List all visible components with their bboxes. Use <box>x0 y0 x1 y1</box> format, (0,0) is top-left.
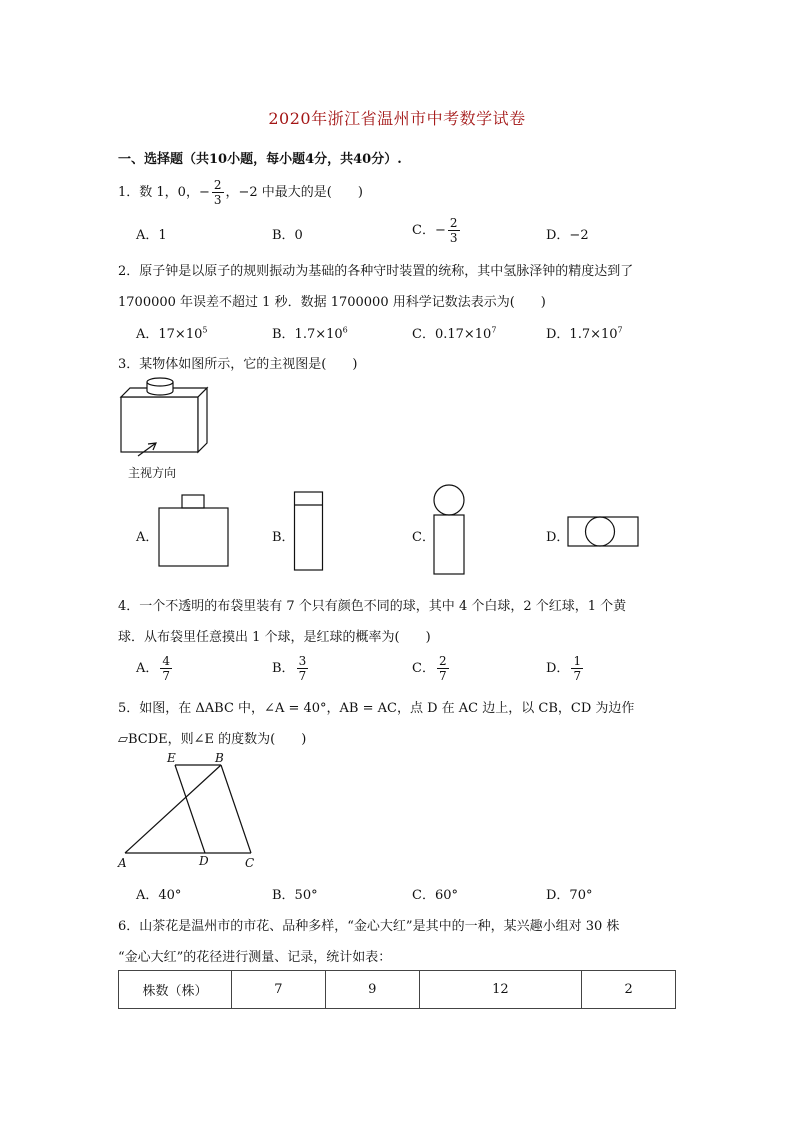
q5-segment-bc <box>221 765 251 853</box>
q3-option-c-figure[interactable] <box>431 484 467 576</box>
q1-frac-den: 3 <box>213 193 222 207</box>
q3-cylinder-top <box>147 378 173 386</box>
q4-option-d-num: 1 <box>573 654 582 668</box>
q6-table-cell: 9 <box>325 971 419 1009</box>
q4-option-b[interactable] <box>272 654 310 683</box>
q5-label-c: C <box>245 856 255 870</box>
q5-segment-ab <box>125 765 221 853</box>
q4-option-c-label: C． <box>412 661 435 676</box>
q4-option-a[interactable] <box>136 654 174 683</box>
q4-stem-line2: 球．从布袋里任意摸出 1 个球，是红球的概率为( ) <box>118 630 431 645</box>
q5-option-d[interactable]: D．70° <box>546 888 593 903</box>
q6-table-cell: 7 <box>232 971 326 1009</box>
q4-option-b-num: 3 <box>298 654 307 668</box>
q3-b-body-rect <box>295 492 323 570</box>
q5-stem-line1: 5．如图，在 ΔABC 中，∠A = 40°，AB = AC，点 D 在 AC 边上，以 CB，CD 为边作 <box>118 701 635 716</box>
q5-option-c[interactable]: C．60° <box>412 888 458 903</box>
q4-option-c-den: 7 <box>438 669 447 683</box>
q4-option-b-label: B． <box>272 661 295 676</box>
q2-option-c-exp: 7 <box>491 325 497 335</box>
q4-option-d-label: D． <box>546 661 570 676</box>
section-heading: 一、选择题（共10小题，每小题4分，共40分）. <box>118 152 402 167</box>
q2-option-d-exp: 7 <box>617 325 623 335</box>
q6-table-cell: 12 <box>419 971 582 1009</box>
q2-option-b-exp: 6 <box>342 325 348 335</box>
q2-option-c-base: C．0.17×10 <box>412 327 492 342</box>
q5-option-b[interactable]: B．50° <box>272 888 318 903</box>
q3-d-body-rect <box>568 517 638 546</box>
q4-option-a-num: 4 <box>162 654 171 668</box>
q4-option-c-num: 2 <box>438 654 447 668</box>
q5-label-b: B <box>215 752 224 765</box>
q4-option-c[interactable] <box>412 654 451 683</box>
q3-option-b-figure[interactable] <box>293 490 325 572</box>
q6-stem-line2: “金心大红”的花径进行测量、记录，统计如表： <box>118 950 392 965</box>
q2-option-d[interactable] <box>546 323 623 342</box>
q6-table-cell: 2 <box>582 971 676 1009</box>
q3-box-front <box>121 397 198 452</box>
q3-c-circle <box>434 485 464 515</box>
q4-option-b-den: 7 <box>298 669 307 683</box>
q6-table-header: 株数（株） <box>119 971 232 1009</box>
q3-a-top-rect <box>182 495 204 508</box>
q1-option-b[interactable]: B．0 <box>272 228 303 243</box>
q3-option-d-figure[interactable] <box>566 515 640 549</box>
q1-option-d[interactable]: D．−2 <box>546 228 589 243</box>
q4-option-d-fraction <box>571 654 583 683</box>
q4-option-a-fraction <box>160 654 172 683</box>
q6-stem-line1: 6．山茶花是温州市的市花、品种多样，“金心大红”是其中的一种，某兴趣小组对 30 株 <box>118 919 620 934</box>
q3-option-d[interactable]: D． <box>546 530 570 545</box>
q3-option-a[interactable]: A． <box>136 530 159 545</box>
q2-stem-line2: 1700000 年误差不超过 1 秒．数据 1700000 用科学记数法表示为( ) <box>118 295 546 310</box>
q1-option-c-den: 3 <box>449 231 458 245</box>
q4-option-c-fraction <box>437 654 449 683</box>
q5-label-a: A <box>118 856 127 870</box>
q1-stem-post: ，−2 中最大的是( ) <box>225 185 363 200</box>
q1-frac-num: 2 <box>213 178 222 192</box>
q3-option-b[interactable]: B． <box>272 530 295 545</box>
q2-option-a-exp: 5 <box>202 325 208 335</box>
q1-option-c-sign: − <box>434 223 446 238</box>
q3-direction-label: 主视方向 <box>128 466 177 480</box>
q1-option-a[interactable]: A．1 <box>136 228 167 243</box>
q5-geometry-figure <box>112 752 272 872</box>
q5-label-e: E <box>167 752 176 765</box>
q1-option-c-label: C． <box>412 223 435 238</box>
q4-stem-line1: 4．一个不透明的布袋里装有 7 个只有颜色不同的球，其中 4 个白球，2 个红球，1 个黄 <box>118 599 627 614</box>
table-row <box>119 971 676 1009</box>
q2-option-d-base: D．1.7×10 <box>546 327 618 342</box>
q3-option-a-figure[interactable] <box>158 492 230 572</box>
q1-frac-sign: − <box>198 185 210 200</box>
q5-segment-ed <box>175 765 205 853</box>
q4-option-d-den: 7 <box>573 669 582 683</box>
q3-box-side <box>198 388 207 452</box>
q2-option-a-base: A．17×10 <box>136 327 203 342</box>
question-1 <box>118 178 363 207</box>
q3-option-c[interactable]: C． <box>412 530 435 545</box>
q5-label-d: D <box>199 854 209 868</box>
q5-option-a[interactable]: A．40° <box>136 888 182 903</box>
q1-fraction <box>212 178 224 207</box>
q3-stem: 3．某物体如图所示，它的主视图是( ) <box>118 357 358 372</box>
q3-a-body-rect <box>159 508 228 566</box>
q1-option-c[interactable] <box>412 216 462 245</box>
q2-option-a[interactable] <box>136 323 207 342</box>
q6-stats-table <box>118 970 676 1009</box>
q3-d-circle <box>586 517 615 546</box>
q2-option-b-base: B．1.7×10 <box>272 327 343 342</box>
q1-stem-pre: 1．数 1，0， <box>118 185 199 200</box>
q1-option-c-num: 2 <box>449 216 458 230</box>
q3-c-body-rect <box>434 515 464 574</box>
q2-option-c[interactable] <box>412 323 496 342</box>
q5-stem-line2: ▱BCDE，则∠E 的度数为( ) <box>118 732 307 747</box>
q2-stem-line1: 2．原子钟是以原子的规则振动为基础的各种守时装置的统称，其中氢脉泽钟的精度达到了 <box>118 264 634 279</box>
q4-option-a-den: 7 <box>162 669 171 683</box>
q4-option-d[interactable] <box>546 654 585 683</box>
q2-option-b[interactable] <box>272 323 348 342</box>
q4-option-a-label: A． <box>136 661 159 676</box>
page-title: 2020年浙江省温州市中考数学试卷 <box>268 109 526 128</box>
q1-option-c-fraction <box>448 216 460 245</box>
q4-option-b-fraction <box>297 654 309 683</box>
